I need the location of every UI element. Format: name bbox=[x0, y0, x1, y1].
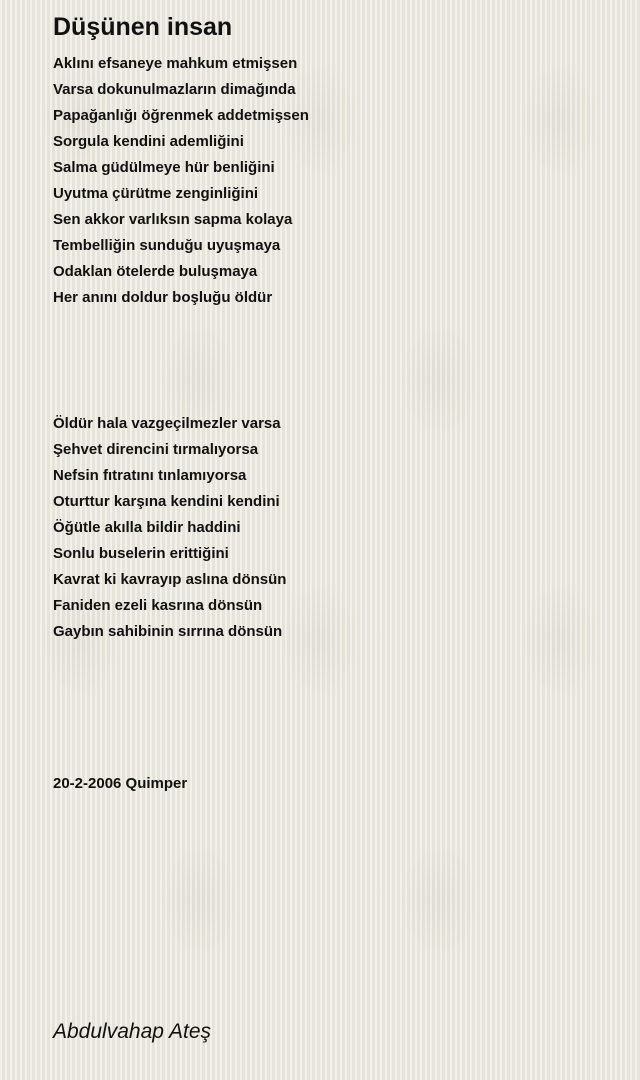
poem-line: Her anını doldur boşluğu öldür bbox=[53, 289, 273, 306]
poem-line: Öğütle akılla bildir haddini bbox=[53, 519, 241, 536]
poem-line: Oturttur karşına kendini kendini bbox=[53, 493, 280, 510]
poem-date-place: 20-2-2006 Quimper bbox=[53, 775, 188, 792]
stanza-1 bbox=[53, 51, 309, 311]
poem-line: Faniden ezeli kasrına dönsün bbox=[53, 597, 263, 614]
poem-line: Sorgula kendini ademliğini bbox=[53, 133, 244, 150]
poem-line: Nefsin fıtratını tınlamıyorsa bbox=[53, 467, 247, 484]
poem-line: Tembelliğin sunduğu uyuşmaya bbox=[53, 237, 281, 254]
poem-line: Sonlu buselerin erittiğini bbox=[53, 545, 229, 562]
poem-line: Gaybın sahibinin sırrına dönsün bbox=[53, 623, 283, 640]
poem-line: Odaklan ötelerde buluşmaya bbox=[53, 263, 258, 280]
poem-line: Papağanlığı öğrenmek addetmişsen bbox=[53, 107, 309, 124]
poem-author: Abdulvahap Ateş bbox=[53, 1020, 212, 1043]
poem-title: Düşünen insan bbox=[53, 13, 233, 41]
poem-line: Öldür hala vazgeçilmezler varsa bbox=[53, 415, 281, 432]
poem-line: Kavrat ki kavrayıp aslına dönsün bbox=[53, 571, 287, 588]
poem-line: Sen akkor varlıksın sapma kolaya bbox=[53, 211, 293, 228]
poem-line: Varsa dokunulmazların dimağında bbox=[53, 81, 296, 98]
poem-line: Aklını efsaneye mahkum etmişsen bbox=[53, 55, 298, 72]
poem-line: Şehvet direncini tırmalıyorsa bbox=[53, 441, 259, 458]
poem-line: Uyutma çürütme zenginliğini bbox=[53, 185, 259, 202]
poem-line: Salma güdülmeye hür benliğini bbox=[53, 159, 275, 176]
stanza-2 bbox=[53, 411, 286, 645]
